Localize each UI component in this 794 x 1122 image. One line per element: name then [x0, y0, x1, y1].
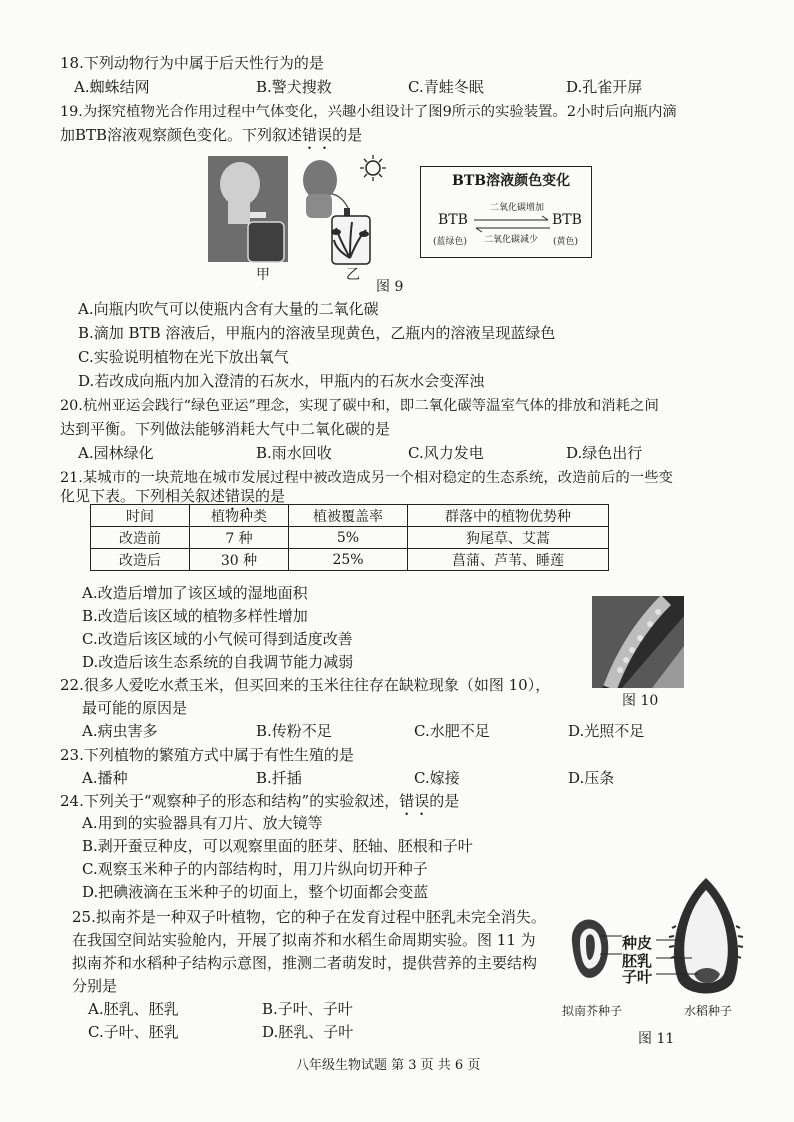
face-shape [220, 162, 260, 206]
label-yi: 乙 [346, 267, 360, 283]
table-header: 群落中的植物优势种 [408, 505, 609, 527]
figure-10-corn-photo [592, 596, 684, 688]
sun-icon [360, 155, 386, 181]
btb-box-title: BTB溶液颜色变化 [452, 173, 571, 189]
table-row [91, 527, 609, 549]
btb-left-color: (蓝绿色) [433, 237, 468, 247]
q21-option-d: D.改造后该生态系统的自我调节能力减弱 [82, 653, 354, 671]
q25-option-b: B.子叶、子叶 [262, 1000, 353, 1018]
q21-option-b: B.改造后该区域的植物多样性增加 [82, 607, 308, 625]
q22-option-d: D.光照不足 [568, 722, 645, 740]
q18-option-a: A.蜘蛛结网 [74, 78, 150, 96]
q19-stem-line1: 19.为探究植物光合作用过程中气体变化，兴趣小组设计了图9所示的实验装置。2小时后向瓶内滴 [60, 104, 677, 120]
q25-option-a: A.胚乳、胚乳 [88, 1000, 179, 1018]
q25-stem-line3: 拟南芥和水稻种子结构示意图，推测二者萌发时，提供营养的主要结构 [72, 954, 538, 972]
q20-option-b: B.雨水回收 [256, 444, 332, 462]
q24-option-a: A.用到的实验器具有刀片、放大镜等 [82, 814, 323, 832]
table-cell: 30 种 [190, 549, 289, 571]
figure-11-seed-diagram [560, 876, 770, 1006]
btb-right: BTB [552, 212, 582, 228]
arrow-label-co2-decrease: 二氧化碳减少 [484, 235, 539, 245]
figure-10-caption: 图 10 [622, 693, 659, 709]
q25-stem-line2: 在我国空间站实验舱内，开展了拟南芥和水稻生命周期实验。图 11 为 [72, 931, 536, 949]
q25-option-d: D.胚乳、子叶 [262, 1023, 354, 1041]
q21-stem-line1: 21.某城市的一块荒地在城市发展过程中被改造成另一个相对稳定的生态系统，改造前后的一些变 [60, 470, 673, 486]
table-cell: 狗尾草、艾蒿 [408, 527, 609, 549]
q19-option-d: D.若改成向瓶内加入澄清的石灰水，甲瓶内的石灰水会变浑浊 [78, 372, 485, 390]
q22-option-c: C.水肥不足 [414, 722, 490, 740]
figure-9-caption: 图 9 [376, 279, 404, 295]
q22-option-b: B.传粉不足 [256, 722, 332, 740]
q18-option-d: D.孔雀开屏 [566, 78, 643, 96]
q21-stem-line2: 化见下表。下列相关叙述错误的是 [60, 487, 286, 505]
q19-option-a: A.向瓶内吹气可以使瓶内含有大量的二氧化碳 [78, 300, 379, 318]
straw [250, 212, 266, 218]
table-cell: 改造前 [91, 527, 190, 549]
q24-stem: 24.下列关于“观察种子的形态和结构”的实验叙述，错误的是 [60, 792, 460, 810]
q21-option-a: A.改造后增加了该区域的湿地面积 [82, 584, 308, 602]
table-row [91, 549, 609, 571]
q19-option-c: C.实验说明植物在光下放出氧气 [78, 348, 289, 366]
reversible-arrows [472, 214, 552, 234]
q22-option-a: A.病虫害多 [82, 722, 158, 740]
q21-table [90, 504, 609, 571]
arabidopsis-seed-name: 拟南芥种子 [562, 1004, 623, 1018]
q20-stem-line1: 20.杭州亚运会践行“绿色亚运”理念，实现了碳中和，即二氧化碳等温室气体的排放和消耗之间 [60, 398, 659, 414]
q25-option-c: C.子叶、胚乳 [88, 1023, 179, 1041]
q22-stem-line1: 22.很多人爱吃水煮玉米，但买回来的玉米往往存在缺粒现象（如图 10）， [60, 676, 551, 694]
table-header-row [91, 505, 609, 527]
q20-option-a: A.园林绿化 [78, 444, 154, 462]
label-cotyledon: 子叶 [622, 968, 653, 986]
q20-option-c: C.风力发电 [408, 444, 484, 462]
emphasis-wrong: 错误 [225, 487, 256, 505]
table-cell: 改造后 [91, 549, 190, 571]
table-cell: 菖蒲、芦苇、睡莲 [408, 549, 609, 571]
q18-stem: 18.下列动物行为中属于后天性行为的是 [60, 54, 324, 72]
table-cell: 7 种 [190, 527, 289, 549]
table-header: 植被覆盖率 [289, 505, 408, 527]
arabidopsis-seed [572, 919, 608, 977]
btb-left: BTB [438, 212, 468, 228]
q23-option-a: A.播种 [82, 769, 128, 787]
q22-stem-line2: 最可能的原因是 [82, 699, 188, 717]
q19-option-b: B.滴加 BTB 溶液后，甲瓶内的溶液呈现黄色，乙瓶内的溶液呈现蓝绿色 [78, 324, 556, 342]
q20-option-d: D.绿色出行 [566, 444, 643, 462]
table-header: 时间 [91, 505, 190, 527]
label-seed-coat: 种皮 [622, 934, 653, 952]
rice-seed-name: 水稻种子 [684, 1004, 733, 1018]
label-jia: 甲 [256, 267, 270, 283]
q23-option-c: C.嫁接 [414, 769, 460, 787]
label-endosperm: 胚乳 [622, 952, 653, 970]
q25-stem-line1: 25.拟南芥是一种双子叶植物，它的种子在发育过程中胚乳未完全消失。 [72, 908, 546, 926]
rice-seed [669, 878, 743, 994]
table-cell: 5% [289, 527, 408, 549]
q25-stem-line4: 分别是 [72, 977, 118, 995]
q19-stem-line2: 加BTB溶液观察颜色变化。下列叙述错误的是 [60, 126, 363, 144]
arrow-label-co2-increase: 二氧化碳增加 [490, 203, 545, 213]
q21-option-c: C.改造后该区域的小气候可得到适度改善 [82, 630, 353, 648]
q24-option-d: D.把碘液滴在玉米种子的切面上，整个切面都会变蓝 [82, 883, 429, 901]
q20-stem-line2: 达到平衡。下列做法能够消耗大气中二氧化碳的是 [60, 420, 391, 438]
q24-option-b: B.剥开蚕豆种皮，可以观察里面的胚芽、胚轴、胚根和子叶 [82, 837, 473, 855]
emphasis-wrong: 错误 [399, 792, 430, 810]
q24-option-c: C.观察玉米种子的内部结构时，用刀片纵向切开种子 [82, 860, 428, 878]
q23-option-d: D.压条 [568, 769, 615, 787]
figure-11-caption: 图 11 [638, 1031, 675, 1047]
table-cell: 25% [289, 549, 408, 571]
page-footer: 八年级生物试题 第 3 页 共 6 页 [296, 1058, 481, 1073]
emphasis-wrong: 错误 [302, 126, 333, 144]
btb-right-color: (黄色) [553, 237, 579, 247]
q23-option-b: B.扦插 [256, 769, 302, 787]
table-header: 植物种类 [190, 505, 289, 527]
q18-option-c: C.青蛙冬眠 [408, 78, 484, 96]
q23-stem: 23.下列植物的繁殖方式中属于有性生殖的是 [60, 746, 354, 764]
q18-option-b: B.警犬搜救 [256, 78, 332, 96]
bottle-jia [248, 222, 284, 262]
figure-9-apparatus [208, 154, 408, 270]
